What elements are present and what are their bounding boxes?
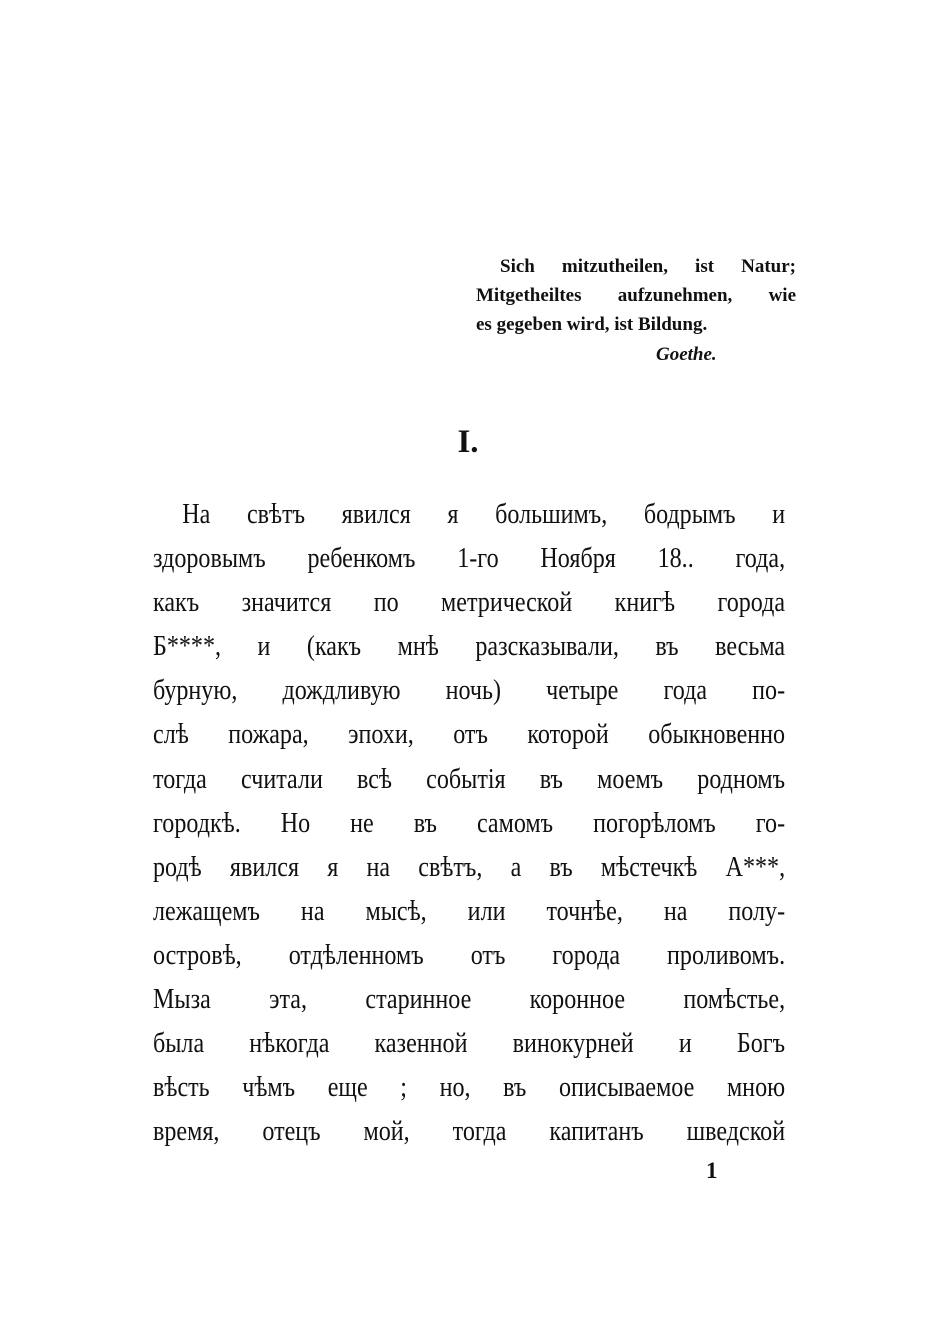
text-line: островѣ, отдѣленномъ отъ города проливомъ. [153, 939, 786, 971]
epigraph [476, 252, 796, 339]
text-line: вѣсть чѣмъ еще ; но, въ описываемое мною [153, 1072, 786, 1104]
epigraph-line: Mitgetheiltes aufzunehmen, wie [476, 285, 796, 306]
text-line: была нѣкогда казенной винокурней и Богъ [153, 1028, 786, 1060]
text-line: На свѣтъ явился я большимъ, бодрымъ и [182, 499, 786, 530]
chapter-heading: I. [457, 424, 479, 460]
body-text [153, 493, 785, 1154]
text-line: Мыза эта, старинное коронное помѣстье, [153, 984, 786, 1016]
text-line: какъ значится по метрической книгѣ города [153, 587, 786, 619]
text-line: лежащемъ на мысѣ, или точнѣе, на полу- [153, 895, 786, 927]
text-line: здоровымъ ребенкомъ 1-го Ноября 18.. года, [153, 543, 786, 575]
text-line: слѣ пожара, эпохи, отъ которой обыкновенно [153, 719, 786, 751]
text-line: бурную, дождливую ночь) четыре года по- [153, 675, 786, 707]
text-line: городкѣ. Но не въ самомъ погорѣломъ го- [153, 807, 786, 839]
text-line: время, отецъ мой, тогда капитанъ шведской [153, 1116, 786, 1148]
page-number: 1 [706, 1158, 718, 1183]
epigraph-line: Sich mitzutheilen, ist Natur; [500, 256, 796, 277]
text-line: тогда считали всѣ событія въ моемъ родномъ [153, 763, 786, 795]
epigraph-line: es gegeben wird, ist Bildung. [476, 314, 708, 335]
text-line: Б****, и (какъ мнѣ разсказывали, въ весьма [153, 631, 786, 663]
epigraph-author: Goethe. [656, 344, 717, 365]
text-line: родѣ явился я на свѣтъ, а въ мѣстечкѣ А***, [153, 851, 786, 883]
